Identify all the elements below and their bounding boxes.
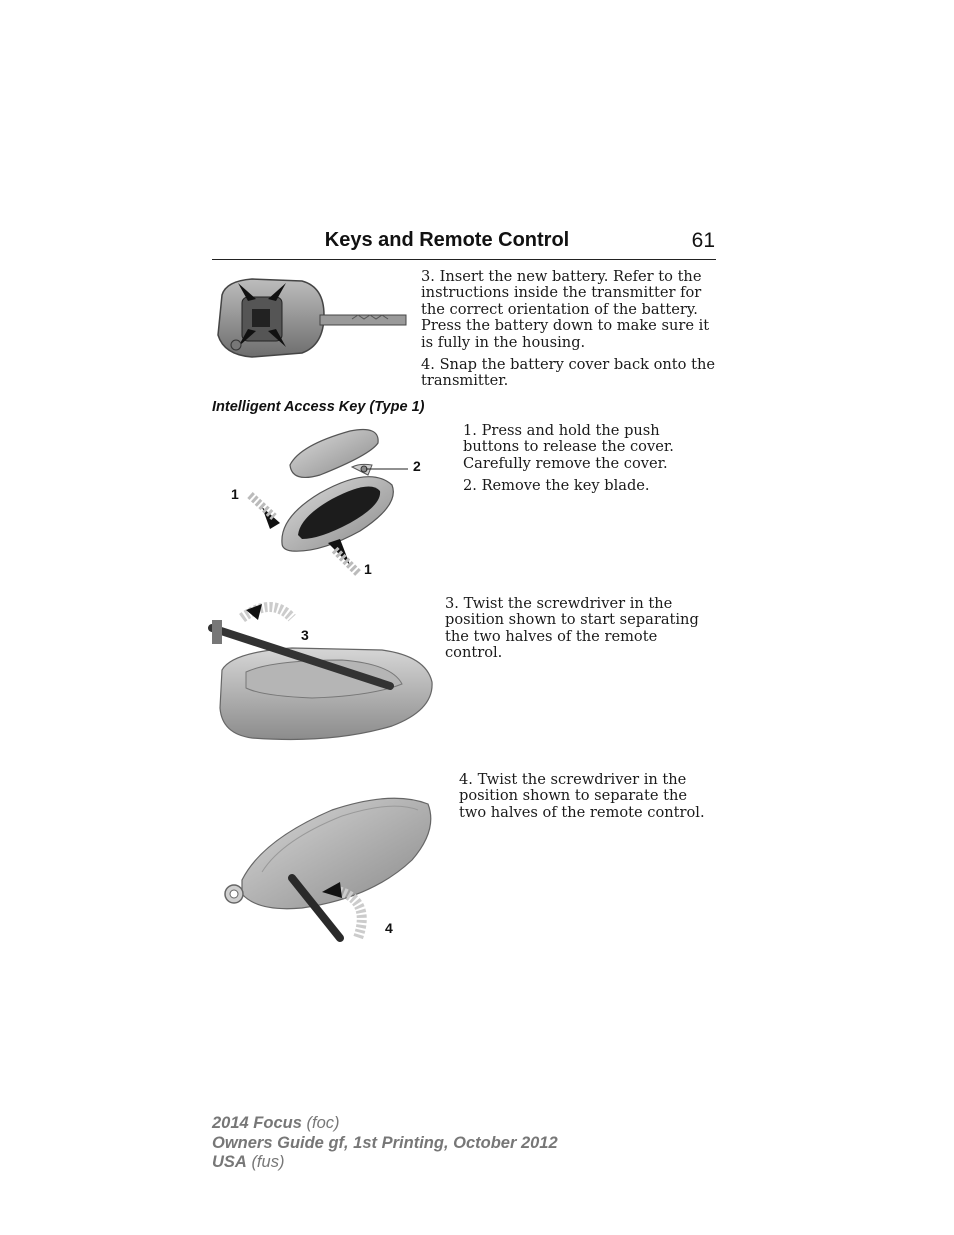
footer-region: USA xyxy=(212,1153,247,1171)
header-rule xyxy=(212,259,716,260)
section-heading: Intelligent Access Key (Type 1) xyxy=(212,399,425,415)
screwdriver-start-illustration xyxy=(212,598,437,746)
step-twist-start: 3. Twist the screwdriver in the position shown to start separating the two halves of the remote control. xyxy=(445,595,699,662)
screwdriver-separate-illustration xyxy=(222,790,437,942)
step-snap-cover: 4. Snap the battery cover back onto the transmitter. xyxy=(421,356,715,390)
footer-model-line xyxy=(212,1114,558,1134)
callout-3: 3 xyxy=(301,627,309,643)
footer-guide: Owners Guide gf, 1st Printing, October 2012 xyxy=(212,1133,558,1152)
step-insert-battery: 3. Insert the new battery. Refer to the instructions inside the transmitter for the correct orientation of the battery. Press the battery down to make sure it is fully in the housing. xyxy=(421,268,710,351)
callout-1-bottom: 1 xyxy=(364,561,372,577)
footer-region-code: (fus) xyxy=(251,1153,285,1171)
footer-model-code: (foc) xyxy=(306,1114,340,1132)
callout-4: 4 xyxy=(385,920,393,936)
step-twist-separate: 4. Twist the screwdriver in the position shown to separate the two halves of the remote control. xyxy=(459,771,705,821)
footer-model: 2014 Focus xyxy=(212,1114,302,1132)
access-key-cover-illustration xyxy=(240,425,440,580)
callout-2: 2 xyxy=(413,458,421,474)
page-title: Keys and Remote Control xyxy=(324,229,570,251)
footer-guide-line xyxy=(212,1134,558,1154)
key-battery-illustration xyxy=(212,275,412,365)
step-remove-blade: 2. Remove the key blade. xyxy=(463,477,650,494)
page-number: 61 xyxy=(691,229,715,252)
callout-1-left: 1 xyxy=(231,486,239,502)
step-press-buttons: 1. Press and hold the push buttons to release the cover. Carefully remove the cover. xyxy=(463,422,674,472)
footer xyxy=(212,1114,558,1173)
footer-region-line xyxy=(212,1153,558,1173)
